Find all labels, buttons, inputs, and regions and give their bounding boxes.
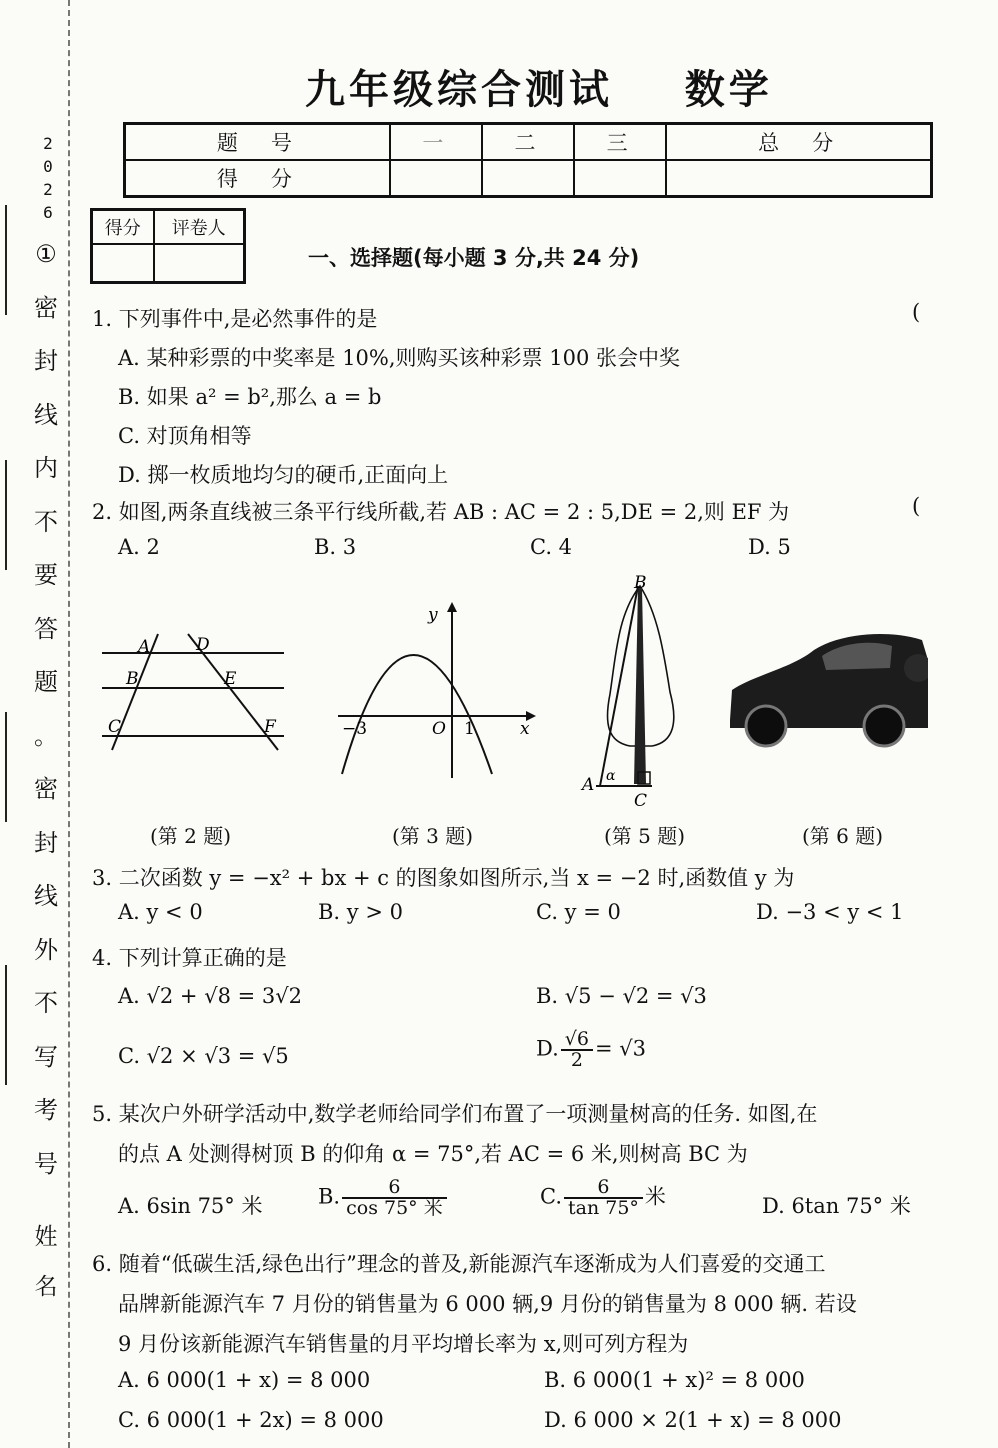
q6-option-a: A. 6 000(1 + x) = 8 000 — [118, 1368, 371, 1392]
margin-line — [5, 712, 7, 822]
score-header-cell: 二 — [482, 124, 574, 161]
fig3-label-one: 1 — [464, 719, 475, 739]
q2-option-b: B. 3 — [314, 535, 357, 559]
q1-stem: 1. 下列事件中,是必然事件的是 — [92, 307, 378, 331]
answer-paren: ( — [912, 494, 921, 518]
figure-5-tree — [578, 574, 698, 810]
fig3-label-x: x — [520, 719, 530, 739]
fig5-label-c: C — [634, 791, 648, 810]
score-header-cell: 题 号 — [125, 124, 390, 161]
figure-3-caption: (第 3 题) — [392, 824, 474, 848]
q6-stem-line2: 品牌新能源汽车 7 月份的销售量为 6 000 辆,9 月份的销售量为 8 000 辆. 若设 — [118, 1292, 857, 1316]
grader-blank — [92, 244, 154, 283]
q2-stem: 2. 如图,两条直线被三条平行线所截,若 AB : AC = 2 : 5,DE = 2,则 EF 为 — [92, 500, 790, 524]
figure-6-caption: (第 6 题) — [802, 824, 884, 848]
fig2-label-d: D — [196, 635, 210, 655]
q1-option-c: C. 对顶角相等 — [118, 424, 252, 448]
fig3-label-origin: O — [432, 719, 446, 739]
margin-line — [5, 965, 7, 1085]
grader-reviewer-label: 评卷人 — [154, 210, 245, 244]
score-blank-cell — [482, 160, 574, 197]
grader-box — [90, 208, 246, 284]
q4-option-d: D. $\frac{√6}{2}$ = √3 — [536, 1028, 646, 1071]
fig2-label-a: A — [138, 637, 151, 657]
q6-option-c: C. 6 000(1 + 2x) = 8 000 — [118, 1408, 384, 1432]
fig3-label-neg3: −3 — [342, 719, 368, 739]
q2-option-c: C. 4 — [530, 535, 573, 559]
q5-stem-line2: 的点 A 处测得树顶 B 的仰角 α = 75°,若 AC = 6 米,则树高 BC 为 — [118, 1142, 748, 1166]
section-title: 一、选择题(每小题 3 分,共 24 分) — [308, 246, 640, 270]
q3-option-a: A. y < 0 — [118, 900, 203, 924]
margin-line — [5, 460, 7, 570]
q1-option-b: B. 如果 a² = b²,那么 a = b — [118, 385, 382, 409]
q6-option-b: B. 6 000(1 + x)² = 8 000 — [544, 1368, 805, 1392]
q5-option-d: D. 6tan 75° 米 — [762, 1194, 911, 1218]
q5-stem-line1: 5. 某次户外研学活动中,数学老师给同学们布置了一项测量树高的任务. 如图,在 — [92, 1102, 818, 1126]
score-blank-cell — [574, 160, 666, 197]
q3-stem: 3. 二次函数 y = −x² + bx + c 的图象如图所示,当 x = −2 时,函数值 y 为 — [92, 866, 795, 890]
binding-margin — [0, 0, 70, 1448]
score-blank-cell — [666, 160, 931, 197]
fig2-label-f: F — [264, 717, 276, 737]
q3-option-d: D. −3 < y < 1 — [756, 900, 904, 924]
figure-5-caption: (第 5 题) — [604, 824, 686, 848]
q4-option-a: A. √2 + √8 = 3√2 — [118, 984, 302, 1008]
fig2-label-b: B — [126, 669, 139, 689]
name-label: 姓 名 — [34, 1224, 58, 1300]
q3-option-b: B. y > 0 — [318, 900, 403, 924]
figure-6-car-icon — [722, 628, 928, 750]
q5-option-a: A. 6sin 75° 米 — [118, 1194, 263, 1218]
answer-paren: ( — [912, 300, 921, 324]
fig2-label-e: E — [224, 669, 237, 689]
q6-option-d: D. 6 000 × 2(1 + x) = 8 000 — [544, 1408, 842, 1432]
q1-option-a: A. 某种彩票的中奖率是 10%,则购买该种彩票 100 张会中奖 — [118, 346, 680, 370]
q2-option-d: D. 5 — [748, 535, 791, 559]
fig2-label-c: C — [108, 717, 122, 737]
fig5-label-a: A — [582, 775, 595, 795]
score-header-cell: 三 — [574, 124, 666, 161]
score-blank-cell — [390, 160, 482, 197]
fig5-label-alpha: α — [606, 768, 616, 784]
grader-blank — [154, 244, 245, 283]
score-row-label: 得 分 — [125, 160, 390, 197]
page-title: 九年级综合测试 数学 — [305, 67, 773, 113]
figure-2-parallel-lines — [96, 628, 292, 758]
q6-stem-line1: 6. 随着“低碳生活,绿色出行”理念的普及,新能源汽车逐渐成为人们喜爱的交通工 — [92, 1252, 826, 1276]
q5-option-b: B. $\frac{6}{\text{cos 75° 米}}$ — [318, 1178, 449, 1218]
grader-score-label: 得分 — [92, 210, 154, 244]
score-header-cell: 一 — [390, 124, 482, 161]
figure-2-caption: (第 2 题) — [150, 824, 232, 848]
margin-line — [5, 205, 7, 315]
q4-option-b: B. √5 − √2 = √3 — [536, 984, 707, 1008]
q1-option-d: D. 掷一枚质地均匀的硬币,正面向上 — [118, 463, 449, 487]
q4-stem: 4. 下列计算正确的是 — [92, 946, 287, 970]
q2-option-a: A. 2 — [118, 535, 160, 559]
year-vertical: 2 0 2 6 — [43, 134, 53, 222]
q5-option-c: C. $\frac{6}{\tan 75^\circ}$ 米 — [540, 1176, 666, 1219]
q3-option-c: C. y = 0 — [536, 900, 621, 924]
seal-line-notice: ① 密 封 线 内 不 要 答 题 。 密 封 线 外 不 写 考 号 — [34, 240, 58, 1178]
q4-option-c: C. √2 × √3 = √5 — [118, 1044, 289, 1068]
score-table — [123, 122, 933, 198]
score-header-cell: 总 分 — [666, 124, 931, 161]
q6-stem-line3: 9 月份该新能源汽车销售量的月平均增长率为 x,则可列方程为 — [118, 1332, 689, 1356]
fig5-label-b: B — [634, 574, 647, 593]
fig3-label-y: y — [428, 605, 438, 625]
figure-3-parabola — [332, 596, 542, 786]
